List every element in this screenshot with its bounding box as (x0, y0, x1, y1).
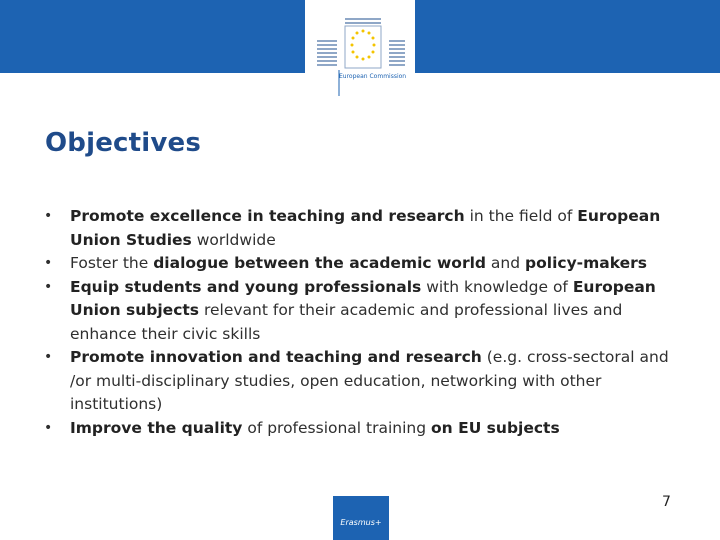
bullet-text: (e.g. cross-sectoral and /or multi-disciplinary studies, open education, networking with other institutions) (70, 348, 669, 413)
slide-title: Objectives (45, 128, 202, 158)
european-commission-logo (305, 0, 415, 98)
bullet-text-bold: Equip students and young professionals (70, 277, 422, 296)
bullet-text: of professional training (242, 418, 432, 437)
bullet-icon: • (44, 255, 53, 271)
bullet-text-bold: Promote innovation and teaching and research (70, 348, 482, 366)
bullet-text-bold: on EU subjects (431, 418, 560, 437)
bullet-text: relevant for their academic and professional lives and enhance their civic skills (70, 301, 623, 343)
erasmus-plus-badge (333, 496, 389, 540)
bullet-text-bold: European Union subjects (70, 277, 656, 319)
bullet-text: worldwide (191, 230, 276, 249)
bullet-text-bold: European Union Studies (70, 207, 661, 249)
logo-caption: European Commission (339, 73, 407, 80)
list-item (44, 346, 684, 417)
list-item (44, 276, 684, 347)
bullet-text-bold: dialogue between the academic world (153, 254, 486, 272)
bullet-icon: • (44, 419, 53, 436)
bullet-text: and (486, 254, 526, 272)
list-item (44, 417, 684, 441)
objectives-list (44, 205, 684, 440)
bullet-icon: • (44, 278, 53, 295)
page-number: 7 (662, 494, 671, 510)
bullet-text-bold: policy-makers (525, 254, 647, 272)
european-commission-logo-icon (305, 0, 415, 98)
list-item (44, 205, 684, 252)
bullet-text: with knowledge of (421, 277, 573, 296)
bullet-icon: • (44, 208, 53, 224)
bullet-icon: • (44, 349, 53, 365)
bullet-text: Foster the (70, 254, 154, 272)
bullet-text-bold: Improve the quality (70, 418, 243, 437)
bullet-text-bold: Promote excellence in teaching and research (70, 207, 465, 225)
list-item (44, 252, 684, 276)
bullet-text: in the field of (464, 207, 578, 225)
erasmus-plus-label: Erasmus+ (340, 518, 382, 527)
